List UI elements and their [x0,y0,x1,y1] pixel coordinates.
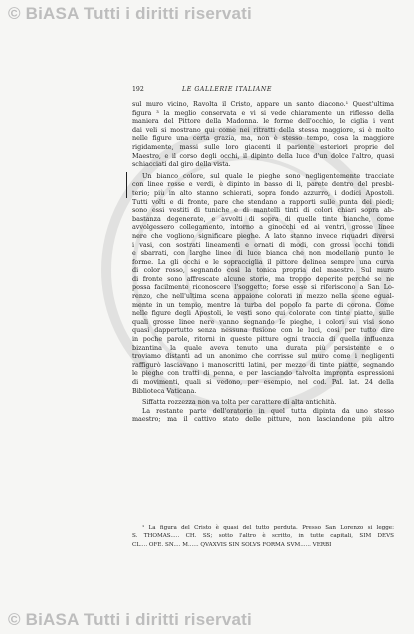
text-line: maestro; ma il cattivo stato delle pitture, non lasciandone più altro [132,415,394,424]
text-line: maniera del Pittore della Madonna. le forme dell'occhio, le ciglia i vent [132,117,394,126]
text-line: in poche parole, ritorni in queste pitture ogni traccia di quella influenza [132,335,394,344]
text-line: bastanza degenerate, e avvolti di sopra di quelle tinte bianche, come [132,214,394,223]
page-number: 192 [132,86,144,93]
text-line: figura ³ la meglio conservata e vi si vede chiaramente un riflesso della [132,108,394,117]
footnote-line: ¹ La figura del Cristo è quasi del tutto perduta. Presso San Lorenzo si legge: [142,525,394,531]
text-line: e sbarrati, con larghe linee di luce bianca che non modellano punto le [132,249,394,258]
text-line: Siffatta rozzezza non va tolta per carattere di alta antichità. [142,398,337,407]
footnote-line: CL.... OFE. SN.... M...... QVAXVIS SIN SOLVS FORMA SVM...... VERBI [132,541,332,548]
text-line: Un bianco colore, sul quale le pieghe sono negligentemente tracciate [142,171,394,180]
text-line: bizantina la quale aveva tenuto una durata più persistente e o [132,343,394,352]
text-line: rigidamente, massi sulle loro giacenti il pariente esteriori proprie del [132,142,394,151]
text-line: di fronte sono affrescate alcune storie, ma troppo deperite perché se ne [132,274,394,283]
text-line: avvolgessero collegamento, intorno a ginocchi ed ai ventri, grosse linee [132,223,394,232]
text-line: raffigurò lasciavano i manoscritti latini, per mezzo di tinte piatte, segnando [132,360,394,369]
text-line: le pieghe con tratti di penna, e per lasciando talvolta impronta espressioni [132,369,394,378]
body-text [132,100,394,424]
text-line: troviamo distanti ad un anonimo che corrisse sul muro come i negligenti [132,352,394,361]
text-line: i vasi, con sostrati lineamenti e ornati di modi, con grossi occhi tondi [132,240,394,249]
text-line: quali grosse linee nere vanno segnando le pieghe, i colori sui visi sono [132,317,394,326]
text-line: schiacciati dal giro della vista. [132,160,231,169]
text-line: renzo, che nell'ultima scena appaione colorati in mezzo nella scene egual- [132,292,394,301]
text-line: terio; più in alto stanno schierati, sopra fondo azzurro, i dodici Apostoli. [132,188,394,197]
text-line: mente in un tempio, mentre la turba del popolo fa parte di corona. Come [132,300,394,309]
text-line: dai veli si mostrano qui come nei ritratti della stessa maggiore, si è molto [132,125,394,134]
text-line: di movimenti, quali si vedono, per esempio, nel cod. Pal. lat. 24 della [132,378,394,386]
paragraph-2 [132,172,394,395]
text-line: Biblioteca Vaticana. [132,386,197,395]
text-line: sono essi vestiti di tuniche e di mantelli tinti di colori chiari sopra ab- [132,206,394,215]
running-title: LE GALLERIE ITALIANE [182,86,272,93]
footnote-line: S. THOMAS..... CH. SS; sotto l'altro è scritto, in tutte capitali, SIM DEVS [132,533,394,540]
copyright-watermark-bottom: © BiASA Tutti i diritti riservati [8,610,252,629]
paragraph-3 [132,398,394,424]
text-line: nere che vogliono significare pieghe. A lato stanno invece riquadri diversi [132,231,394,240]
text-line: con linee rosse e verdi, è dipinto in basso di li, parete dentro del presbi- [132,180,394,189]
text-line: nelle figure degli Apostoli, le vesti sono qui colorate con tinte piatte, sulle [132,309,394,318]
text-line: La restante parte dell'oratorio in quel tutta dipinta da uno stesso [142,406,394,415]
text-line: sul muro vicino, Ravolta il Cristo, appare un santo diacono.¹ Quest'ultima [132,100,394,108]
text-line: di color rosso, segnando così la tonica propria del maestro. Sul muro [132,266,394,275]
paragraph-1 [132,100,394,169]
text-line: forme. La gli occhi e le sopracciglia il pittore delinea sempre una curva [132,257,394,266]
text-line: quasi dappertutto senza nessuna fusione con le luci, così per tutto dire [132,326,394,335]
text-line: Maestro, e il corso degli occhi, il dipinto della luce d'un dolce l'altro, quasi [132,151,394,160]
text-line: nelle figure una certa grazia, ma, non è stesso tempo, cosa la maggiore [132,134,394,143]
copyright-watermark-top: © BiASA Tutti i diritti riservati [8,4,252,23]
margin-bracket [126,172,129,198]
text-line: possa facilmente riconoscere l'soggetto; forse esse si riferiscono a San Lo- [132,283,394,292]
footnote [132,524,394,549]
text-line: Tutti volti e di fronte, pare che stendano a rapporti sulle punta dei piedi; [132,197,394,206]
